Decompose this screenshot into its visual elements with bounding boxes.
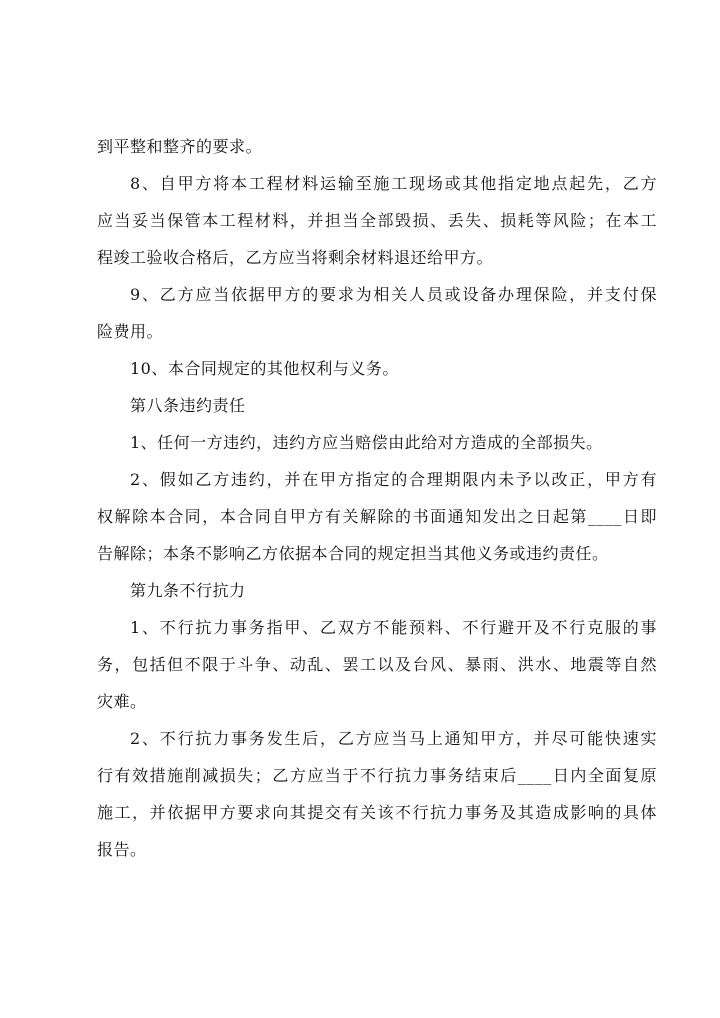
section-heading: 第八条违约责任 (130, 396, 246, 415)
text-line: 灾难。 (97, 692, 147, 711)
text-line: 2、不行抗力事务发生后，乙方应当马上通知甲方，并尽可能快速实 (130, 729, 657, 748)
text-line: 行有效措施削减损失；乙方应当于不行抗力事务结束后____日内全面复原 (97, 766, 657, 785)
text-line: 到平整和整齐的要求。 (97, 137, 263, 156)
text-line: 10、本合同规定的其他权利与义务。 (130, 359, 399, 378)
text-line: 务，包括但不限于斗争、动乱、罢工以及台风、暴雨、洪水、地震等自然 (97, 655, 657, 674)
text-line: 报告。 (97, 840, 147, 859)
text-line: 应当妥当保管本工程材料，并担当全部毁损、丢失、损耗等风险；在本工 (97, 211, 657, 230)
text-line: 1、不行抗力事务指甲、乙双方不能预料、不行避开及不行克服的事 (130, 618, 657, 637)
text-line: 施工，并依据甲方要求向其提交有关该不行抗力事务及其造成影响的具体 (97, 803, 657, 822)
text-line: 权解除本合同，本合同自甲方有关解除的书面通知发出之日起第____日即 (97, 507, 657, 526)
text-line: 险费用。 (97, 322, 164, 341)
text-line: 程竣工验收合格后，乙方应当将剩余材料退还给甲方。 (97, 248, 494, 267)
text-line: 8、自甲方将本工程材料运输至施工现场或其他指定地点起先，乙方 (130, 174, 657, 193)
text-line: 9、乙方应当依据甲方的要求为相关人员或设备办理保险，并支付保 (130, 285, 657, 304)
text-line: 告解除；本条不影响乙方依据本合同的规定担当其他义务或违约责任。 (97, 544, 609, 563)
section-heading: 第九条不行抗力 (130, 581, 246, 600)
document-body (97, 128, 657, 868)
text-line: 2、假如乙方违约，并在甲方指定的合理期限内未予以改正，甲方有 (130, 470, 657, 489)
text-line: 1、任何一方违约，违约方应当赔偿由此给对方造成的全部损失。 (130, 433, 603, 452)
